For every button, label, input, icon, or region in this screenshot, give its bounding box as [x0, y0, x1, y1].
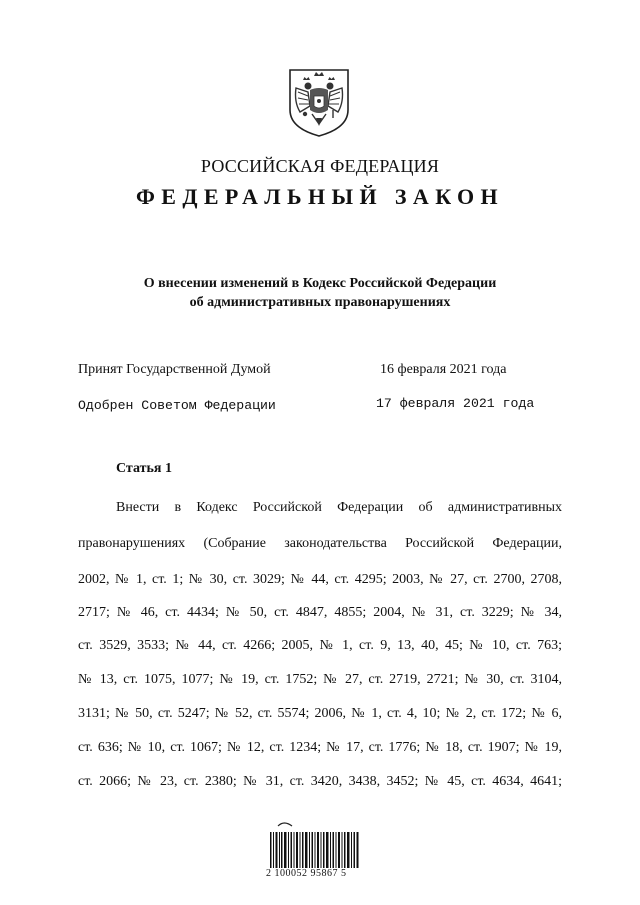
article-text-line: правонарушениях (Собрание законодательства Российской Федерации,	[78, 536, 562, 551]
article-text-line: ст. 636; № 10, ст. 1067; № 12, ст. 1234; № 17, ст. 1776; № 18, ст. 1907; № 19,	[78, 740, 562, 755]
article-text-line: № 13, ст. 1075, 1077; № 19, ст. 1752; № 27, ст. 2719, 2721; № 30, ст. 3104,	[78, 672, 562, 687]
law-title	[0, 274, 640, 312]
law-title-line: О внесении изменений в Кодекс Российской Федерации	[143, 276, 497, 291]
coat-of-arms-icon	[286, 66, 352, 138]
article-text-line: ст. 3529, 3533; № 44, ст. 4266; 2005, № 1, ст. 9, 13, 40, 45; № 10, ст. 763;	[78, 638, 562, 653]
duma-adoption-date: 16 февраля 2021 года	[380, 362, 507, 377]
barcode-icon	[268, 820, 362, 872]
article-text-line: 2002, № 1, ст. 1; № 30, ст. 3029; № 44, ст. 4295; 2003, № 27, ст. 2700, 2708,	[78, 572, 562, 587]
article-text-line: 3131; № 50, ст. 5247; № 52, ст. 5574; 2006, № 1, ст. 4, 10; № 2, ст. 172; № 6,	[78, 706, 562, 721]
article-text-line: 2717; № 46, ст. 4434; № 50, ст. 4847, 4855; 2004, № 31, ст. 3229; № 34,	[78, 605, 562, 620]
barcode-number: 2 100052 95867 5	[266, 868, 347, 879]
council-approval-label: Одобрен Советом Федерации	[78, 398, 276, 413]
article-heading: Статья 1	[116, 461, 172, 476]
law-title-line: об административных правонарушениях	[189, 295, 451, 310]
document-type: ФЕДЕРАЛЬНЫЙ ЗАКОН	[135, 184, 505, 209]
article-text-line: ст. 2066; № 23, ст. 2380; № 31, ст. 3420, 3438, 3452; № 45, ст. 4634, 4641;	[78, 774, 562, 789]
article-text-line: Внести в Кодекс Российской Федерации об административных	[116, 500, 562, 515]
country-name: РОССИЙСКАЯ ФЕДЕРАЦИЯ	[200, 156, 440, 176]
council-approval-date: 17 февраля 2021 года	[376, 396, 535, 411]
duma-adoption-label: Принят Государственной Думой	[78, 362, 271, 377]
